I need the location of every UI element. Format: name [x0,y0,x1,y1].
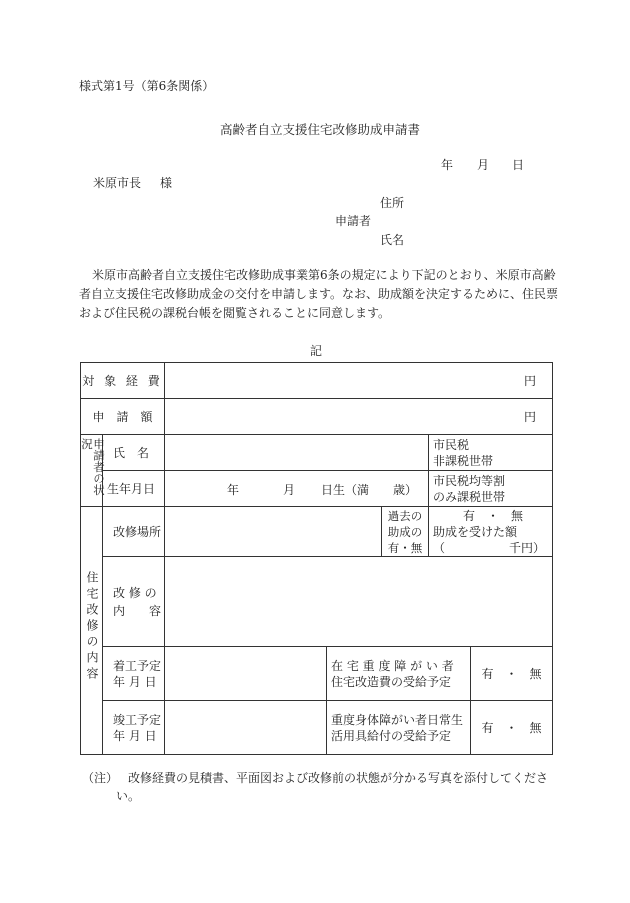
tax-flat-line-2: のみ課税世帯 [433,489,506,504]
name-label: 氏 名 [113,446,150,460]
start-date-field[interactable] [165,647,327,701]
start-label-line-2: 年 月 日 [113,674,157,689]
name-field[interactable] [165,435,429,471]
content-label-line-1: 改 修 の [113,585,157,600]
past-grant-cell[interactable] [429,507,553,557]
content-label-line-2: 内 容 [113,603,162,618]
birth-year: 年 [227,482,240,497]
applicant-label: 申請者 [335,214,372,228]
addressee-name: 米原市長 [93,176,142,190]
severe-daily-line-1: 重度身体障がい者日常生 [331,712,464,727]
apply-amount-yen: 円 [524,410,537,424]
address-label: 住所 [380,196,405,210]
ki-label: 記 [310,344,323,358]
complete-label-line-2: 年 月 日 [113,728,157,743]
severe-housing-line-1: 在 宅 重 度 障 が い 者 [331,658,454,673]
past-amount-open: （ [433,540,446,555]
location-label: 改修場所 [113,525,162,539]
date-month: 月 [477,158,490,172]
past-received: 助成を受けた額 [433,524,518,539]
apply-amount-field[interactable] [165,399,553,435]
severe-daily-yes-no-cell[interactable] [471,701,553,755]
severe-daily-cell [327,701,471,755]
birth-field[interactable] [165,471,429,507]
birth-day: 日生（満 [321,482,370,497]
severe-housing-cell [327,647,471,701]
past-label-cell [382,507,429,557]
target-cost-field[interactable] [165,363,553,399]
application-table [80,362,553,755]
start-label-cell [103,647,165,701]
severe-housing-yes-no: 有 ・ 無 [481,667,542,681]
target-cost-label-cell [81,363,165,399]
form-number: 様式第1号（第6条関係） [79,79,215,93]
note-mark: （注） [82,771,119,785]
past-label-line-2: 助成の [387,524,423,539]
location-label-cell [103,507,165,557]
name-label-cell [103,435,165,471]
birth-label: 生年月日 [107,482,156,496]
body-line-1: 米原市高齢者自立支援住宅改修助成事業第6条の規定により下記のとおり、米原市高齢 [92,268,556,282]
note-line-2: い。 [116,789,141,803]
birth-label-cell [103,471,165,507]
target-cost-yen: 円 [524,374,537,388]
housing-section-label: 住宅改修の内容 [85,570,99,683]
date-day: 日 [512,158,525,172]
complete-label-line-1: 竣工予定 [113,712,162,727]
tax-exempt-line-1: 市民税 [433,437,470,452]
tax-flat-cell[interactable] [429,471,553,507]
date-year: 年 [441,158,454,172]
apply-amount-label: 申 請 額 [92,410,153,424]
birth-age: 歳） [393,482,418,497]
severe-housing-line-2: 住宅改造費の受給予定 [331,674,452,689]
severe-daily-line-2: 活用具給付の受給予定 [331,728,452,743]
tax-exempt-cell[interactable] [429,435,553,471]
body-line-3: および住民税の課税台帳を閲覧されることに同意します。 [79,306,391,320]
birth-month: 月 [283,482,296,497]
past-amount-unit: 千円） [509,540,546,555]
housing-section-label-cell [81,507,103,755]
tax-flat-line-1: 市民税均等割 [433,473,506,488]
apply-amount-label-cell [81,399,165,435]
applicant-status-label-cell [80,435,106,507]
past-label-line-3: 有・無 [387,540,423,555]
page-title: 高齢者自立支援住宅改修助成申請書 [220,122,421,137]
tax-exempt-line-2: 非課税世帯 [433,453,494,468]
past-label-line-1: 過去の [387,508,423,523]
severe-housing-yes-no-cell[interactable] [471,647,553,701]
location-field[interactable] [165,507,382,557]
past-yes-no: 有 ・ 無 [463,508,524,523]
note-line-1: 改修経費の見積書、平面図および改修前の状態が分かる写真を添付してくださ [128,771,549,785]
complete-label-cell [103,701,165,755]
body-line-2: 者自立支援住宅改修助成金の交付を申請します。なお、助成額を決定するために、住民票 [79,287,559,301]
applicant-status-label: 申請者の状況 [80,437,106,495]
start-label-line-1: 着工予定 [113,658,162,673]
complete-date-field[interactable] [165,701,327,755]
target-cost-label: 対 象 経 費 [82,374,163,388]
content-field[interactable] [165,557,553,647]
addressee-honorific: 様 [160,176,173,190]
applicant-name-label: 氏名 [380,233,405,247]
content-label-cell [103,557,165,647]
severe-daily-yes-no: 有 ・ 無 [481,721,542,735]
